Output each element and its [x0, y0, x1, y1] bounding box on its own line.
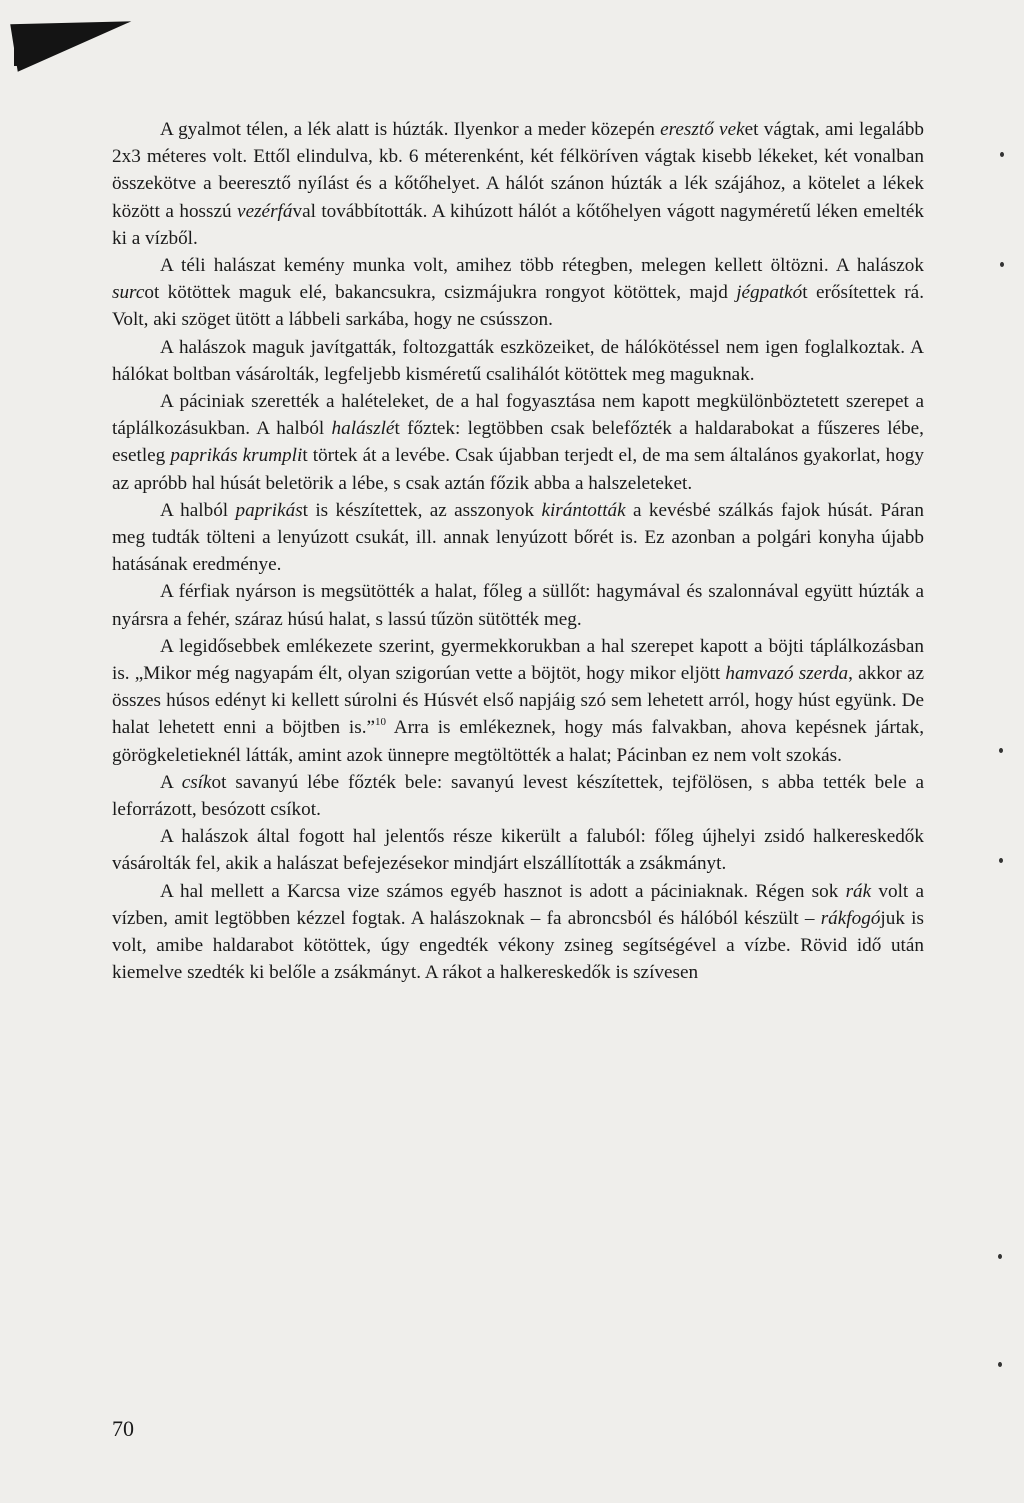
- italic-term: rák: [845, 880, 872, 902]
- italic-term: halászlé: [331, 418, 395, 440]
- paragraph: [112, 769, 924, 823]
- text-run: A páciniak szerették a halételeket, de a hal fogyasztása nem kapott megkülönböztetett szerepet a táplálkozásukban. A halból: [112, 391, 924, 440]
- text-run: A téli halászat kemény munka volt, amihez több rétegben, melegen kellett öltözni. A halászok: [160, 255, 924, 277]
- scan-speck: [999, 858, 1003, 863]
- text-run: t is készítettek, az asszonyok: [302, 499, 542, 521]
- text-run: ot kötöttek maguk elé, bakancsukra, csizmájukra rongyot kötöttek, majd: [144, 282, 737, 304]
- italic-term: jégpatkó: [736, 282, 803, 304]
- scan-speck: [1000, 152, 1004, 157]
- italic-term: vezérfá: [237, 200, 293, 222]
- body-text: [112, 116, 924, 987]
- text-run: et vágtak, ami legalább 2x3 méteres volt. Ettől elindulva, kb. 6 méterenként, két félköríven vágtak kisebb lékeket, két vonalban összekötve a beeresztő nyílást és a kőtőhelyet. A hálót szánon húzták a lék szájához, a kötelet a lékek között a hosszú: [112, 119, 924, 222]
- paragraph: [112, 497, 924, 579]
- italic-term: paprikás: [235, 499, 303, 521]
- italic-term: kirántották: [541, 499, 626, 521]
- text-run: t főztek: legtöbben csak belefőzték a haldarabokat a fűszeres lébe, esetleg: [112, 418, 924, 467]
- paragraph: [112, 388, 924, 497]
- text-run: A halászok maguk javítgatták, foltozgatták eszközeiket, de hálókötéssel nem igen foglalkoztak. A hálókat boltban vásárolták, legfeljebb kisméretű csalihálót kötöttek meg maguknak.: [112, 336, 924, 385]
- paragraph: [112, 633, 924, 769]
- text-run: A férfiak nyárson is megsütötték a halat, főleg a süllőt: hagymával és szalonnával együtt húzták a nyársra a fehér, száraz húsú halat, s lassú tűzön sütötték meg.: [112, 581, 924, 630]
- italic-term: eresztő vek: [660, 119, 745, 140]
- text-run: A: [160, 771, 182, 793]
- paragraph: [112, 578, 924, 632]
- text-run: ot savanyú lébe főzték bele: savanyú levest készítettek, tejfölösen, s abba tették bele a leforrázott, besózott csíkot.: [112, 771, 924, 821]
- paragraph: [112, 878, 924, 987]
- scan-speck: [998, 1254, 1002, 1259]
- paragraph: [112, 823, 924, 877]
- text-run: Arra is emlékeznek, hogy más falvakban, ahova kepésnek jártak, görögkeletieknél látták, amint azok ünnepre megtöltötték a halat; Pácinban ez nem volt szokás.: [112, 717, 924, 766]
- scan-speck: [998, 1362, 1002, 1367]
- paragraph: [112, 334, 924, 388]
- text-run: A gyalmot télen, a lék alatt is húzták. Ilyenkor a meder közepén: [160, 119, 661, 140]
- text-run: t törtek át a levébe. Csak újabban terjedt el, de ma sem általános gyakorlat, hogy az apróbb hal húsát beletörik a lébe, s csak aztán főzik abba a halszeleteket.: [112, 445, 924, 494]
- text-run: val továbbították. A kihúzott hálót a kőtőhelyen vágott nagyméretű léken emelték ki a vízből.: [112, 200, 924, 249]
- italic-term: surc: [112, 282, 145, 304]
- text-run: , akkor az összes húsos edényt ki kellett súrolni és Húsvét első napjáig szó sem lehetett arról, hogy húst együnk. De halat lehetett enni a böjtben is.”: [112, 663, 924, 739]
- text-run: A halból: [160, 499, 236, 521]
- page-number: 70: [112, 1416, 134, 1441]
- text-run: t erősítettek rá. Volt, aki szöget ütött a lábbeli sarkába, hogy ne csússzon.: [112, 282, 925, 331]
- scan-speck: [999, 748, 1003, 753]
- footnote-ref: 10: [375, 716, 387, 729]
- paragraph: [112, 116, 924, 252]
- scan-speck: [1000, 262, 1004, 267]
- italic-term: hamvazó szerda: [725, 663, 849, 685]
- italic-term: csík: [181, 771, 212, 793]
- paragraph: [112, 252, 924, 334]
- italic-term: paprikás krumpli: [170, 445, 303, 467]
- text-run: a kevésbé szálkás fajok húsát. Páran meg tudták tölteni a lenyúzott csukát, ill. annak lenyúzott bőrét is. Ez azonban a polgári konyha újabb hatásának eredménye.: [112, 499, 925, 576]
- text-run: volt a vízben, amit legtöbben kézzel fogtak. A halászoknak – fa abroncsból és hálóból készült –: [112, 880, 924, 929]
- text-run: juk is volt, amibe haldarabot kötöttek, úgy engedték vékony zsineg segítségével a vízbe. Rövid idő után kiemelve szedték ki belőle a zsákmányt. A rákot a halkereskedők is szívesen: [112, 907, 924, 984]
- text-run: A hal mellett a Karcsa vize számos egyéb hasznot is adott a páciniaknak. Régen sok: [160, 880, 846, 902]
- text-run: A halászok által fogott hal jelentős része kikerült a faluból: főleg újhelyi zsidó halkereskedők vásárolták fel, akik a halászat befejezésekor mindjárt elszállították a zsákmányt.: [112, 826, 924, 875]
- scan-corner-mark: [10, 6, 136, 72]
- text-run: A legidősebbek emlékezete szerint, gyermekkorukban a hal szerepet kapott a böjti táplálkozásban is. „Mikor még nagyapám élt, olyan szigorúan vette a böjtöt, hogy mikor eljött: [112, 635, 924, 685]
- italic-term: rákfogó: [820, 907, 881, 929]
